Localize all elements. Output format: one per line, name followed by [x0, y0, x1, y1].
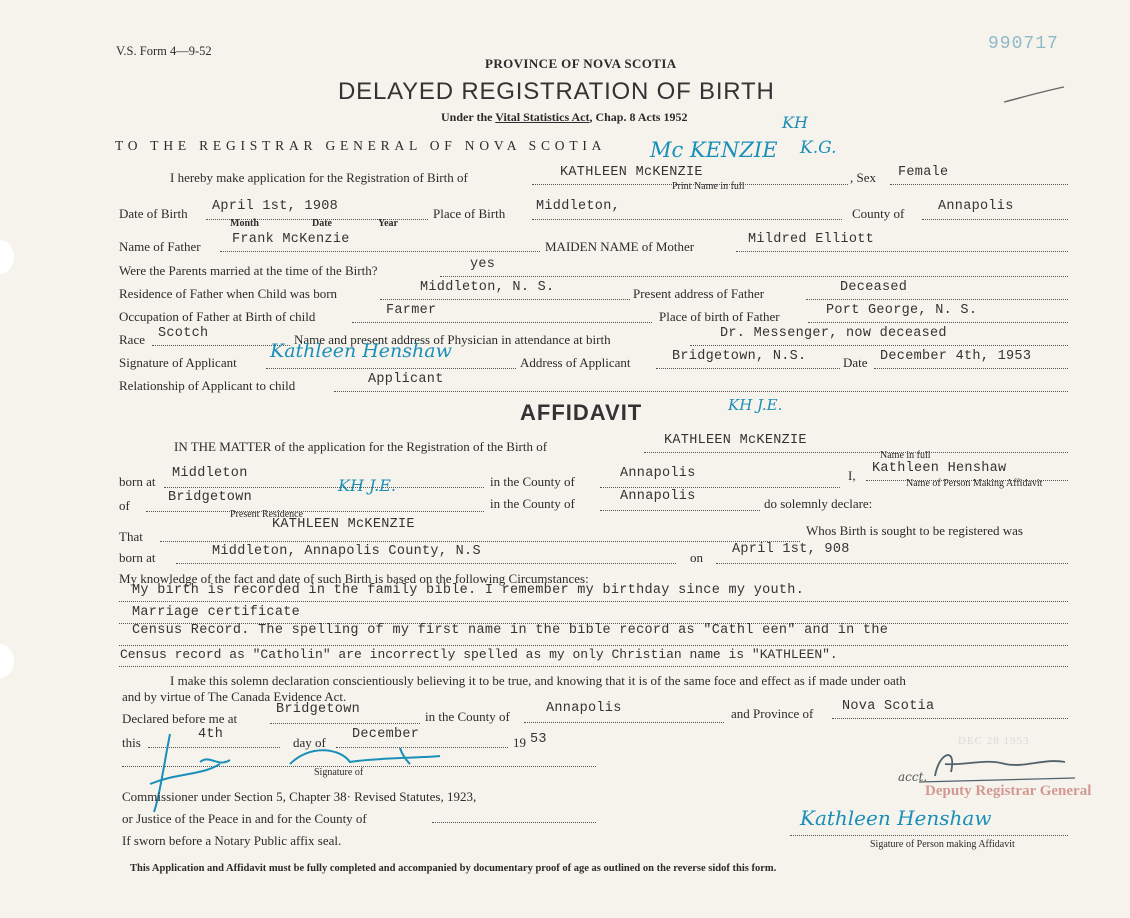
punch-hole: [0, 240, 14, 274]
dob-year-hint: Year: [378, 218, 398, 229]
born-at-line-2: [176, 563, 676, 564]
day-value: 4th: [198, 727, 224, 742]
on-line: [716, 563, 1068, 564]
declaration-line-1: I make this solemn declaration conscientiously believing it to be true, and knowing that it is of the same foce and effect as if made under oath: [170, 673, 906, 688]
notary-text: If sworn before a Notary Public affix seal.: [122, 833, 342, 848]
affiant-value: Kathleen Henshaw: [872, 461, 1007, 476]
circumstance-line: [119, 645, 1068, 646]
address-label: Address of Applicant: [520, 355, 631, 370]
affidavit-name-hint: Name in full: [880, 450, 931, 461]
mother-value: Mildred Elliott: [748, 232, 875, 247]
province-value: Nova Scotia: [842, 699, 935, 714]
declaration-line-2: and by virtue of The Canada Evidence Act.: [122, 689, 347, 704]
province-line: [832, 718, 1068, 719]
declare-text: do solemnly declare:: [764, 496, 873, 511]
father-birthplace-value: Port George, N. S.: [826, 303, 978, 318]
signature-line: [266, 368, 516, 369]
declared-county-line: [524, 722, 724, 723]
affidavit-residence-value: Bridgetown: [168, 490, 253, 505]
circumstance-4: Census record as "Catholin" are incorrectly spelled as my only Christian name is "KATHLEEN".: [120, 647, 838, 662]
father-line: [220, 251, 540, 252]
matter-text: IN THE MATTER of the application for the Registration of the Birth of: [174, 439, 548, 454]
father-birthplace-label: Place of birth of Father: [659, 309, 780, 324]
residence-label: Residence of Father when Child was born: [119, 286, 338, 301]
residence-initials: KH J.E.: [338, 476, 397, 495]
that-label: That: [119, 529, 143, 544]
race-label: Race: [119, 332, 145, 347]
act-name: Vital Statistics Act: [495, 110, 590, 124]
affidavit-initials: KH J.E.: [728, 396, 783, 414]
county-of-label-2: in the County of: [490, 496, 575, 511]
commissioner-signature: [140, 724, 470, 820]
footer-note: This Application and Affidavit must be fully completed and accompanied by documentary proof of age as outlined on the reverse sidof this form.: [130, 863, 777, 874]
province-heading: PROVINCE OF NOVA SCOTIA: [485, 56, 677, 71]
whos-birth-text: Whos Birth is sought to be registered was: [806, 523, 1023, 538]
born-at-2-value: Middleton, Annapolis County, N.S: [212, 544, 481, 559]
physician-value: Dr. Messenger, now deceased: [720, 326, 947, 341]
affidavit-name-value: KATHLEEN McKENZIE: [664, 433, 807, 448]
correction-initials-2: K.G.: [800, 138, 837, 158]
residence-of-line: [146, 511, 484, 512]
dob-date-hint: Date: [312, 218, 332, 229]
child-name-value: KATHLEEN McKENZIE: [560, 165, 703, 180]
name-hint: Print Name in full: [672, 181, 745, 192]
father-value: Frank McKenzie: [232, 232, 350, 247]
justice-text: or Justice of the Peace in and for the County of: [122, 811, 367, 826]
father-birthplace-line: [808, 322, 1068, 323]
relationship-label: Relationship of Applicant to child: [119, 378, 296, 393]
father-address-value: Deceased: [840, 280, 908, 295]
affidavit-county2-value: Annapolis: [620, 489, 696, 504]
born-at-line: [164, 487, 484, 488]
name-correction: Mc KENZIE: [650, 138, 778, 162]
dob-month-hint: Month: [230, 218, 259, 229]
circumstance-2: Marriage certificate: [132, 605, 301, 620]
on-label: on: [690, 550, 703, 565]
occupation-value: Farmer: [386, 303, 437, 318]
circumstance-line: [119, 666, 1068, 667]
year-prefix: 19: [513, 735, 526, 750]
deputy-registrar-stamp: Deputy Registrar General: [925, 783, 1092, 799]
occupation-label: Occupation of Father at Birth of child: [119, 309, 316, 324]
affidavit-name-line: [644, 452, 1068, 453]
married-value: yes: [470, 257, 496, 272]
race-value: Scotch: [158, 326, 209, 341]
declared-label: Declared before me at: [122, 711, 238, 726]
i-label: I,: [848, 468, 856, 483]
born-at-value: Middleton: [172, 466, 248, 481]
affidavit-county-value: Annapolis: [620, 466, 696, 481]
place-label: Place of Birth: [433, 206, 506, 221]
county-of-label: in the County of: [490, 474, 575, 489]
circumstance-line: [119, 601, 1068, 602]
affiant-signature: Kathleen Henshaw: [800, 806, 992, 830]
married-label: Were the Parents married at the time of the Birth?: [119, 263, 378, 278]
application-intro: I hereby make application for the Registration of Birth of: [170, 170, 468, 185]
form-number: V.S. Form 4—9-52: [116, 44, 212, 58]
father-label: Name of Father: [119, 239, 201, 254]
affiant-hint: Name of Person Making Affidavit: [906, 478, 1043, 489]
county-label: County of: [852, 206, 905, 221]
province-label: and Province of: [731, 706, 814, 721]
residence-line: [380, 299, 630, 300]
mother-label: MAIDEN NAME of Mother: [545, 239, 695, 254]
sex-line: [890, 184, 1068, 185]
to-registrar-line: TO THE REGISTRAR GENERAL OF NOVA SCOTIA: [115, 138, 607, 153]
physician-line: [690, 345, 1068, 346]
mother-line: [736, 251, 1068, 252]
residence-hint: Present Residence: [230, 509, 304, 520]
declared-county-label: in the County of: [425, 709, 510, 724]
relationship-value: Applicant: [368, 372, 444, 387]
residence-value: Middleton, N. S.: [420, 280, 555, 295]
dob-value: April 1st, 1908: [212, 199, 339, 214]
checkmark-icon: [1000, 84, 1070, 108]
day-of-label: day of: [293, 735, 326, 750]
born-at-label: born at: [119, 474, 156, 489]
affiant-signature-line: [790, 835, 1068, 836]
applicant-signature: Kathleen Henshaw: [270, 340, 452, 362]
circumstance-3: Census Record. The spelling of my first name in the bible record as "Cathl een" and in the: [132, 623, 889, 638]
born-at-label-2: born at: [119, 550, 156, 565]
that-name-value: KATHLEEN McKENZIE: [272, 517, 415, 532]
county-line: [922, 219, 1068, 220]
place-value: Middleton,: [536, 199, 621, 214]
correction-initials: KH: [782, 113, 808, 132]
address-value: Bridgetown, N.S.: [672, 349, 807, 364]
act-reference: [441, 110, 687, 125]
commissioner-text: Commissioner under Section 5, Chapter 38· Revised Statutes, 1923,: [122, 789, 477, 804]
place-line: [532, 219, 842, 220]
received-date-stamp: DEC 28 1953: [958, 735, 1030, 747]
married-line: [440, 276, 1068, 277]
registrar-signature: [905, 742, 1085, 788]
circumstance-1: My birth is recorded in the family bible. I remember my birthday since my youth.: [132, 583, 805, 598]
justice-county-line: [432, 822, 596, 823]
acting-note: acct.: [898, 770, 928, 784]
address-line: [656, 368, 840, 369]
county-value: Annapolis: [938, 199, 1014, 214]
relationship-line: [334, 391, 1068, 392]
date-label: Date: [843, 355, 868, 370]
date-line: [874, 368, 1068, 369]
affidavit-title: AFFIDAVIT: [520, 400, 643, 425]
dob-label: Date of Birth: [119, 206, 188, 221]
affiant-signature-hint: Sigature of Person making Affidavit: [870, 839, 1015, 850]
this-label: this: [122, 735, 141, 750]
father-address-label: Present address of Father: [633, 286, 765, 301]
signature-label: Signature of Applicant: [119, 355, 237, 370]
county-of-line-2: [600, 510, 760, 511]
physician-label: Name and present address of Physician in attendance at birth: [294, 332, 611, 347]
signature-of-label: Signature of: [314, 767, 364, 778]
on-date-value: April 1st, 908: [732, 542, 850, 557]
form-title: DELAYED REGISTRATION OF BIRTH: [338, 78, 775, 105]
year-value: 53: [530, 732, 547, 747]
declared-place-value: Bridgetown: [276, 702, 361, 717]
occupation-line: [352, 322, 652, 323]
sex-label: , Sex: [850, 170, 876, 185]
act-suffix: , Chap. 8 Acts 1952: [589, 110, 688, 124]
date-value: December 4th, 1953: [880, 349, 1032, 364]
act-prefix: Under the: [441, 110, 493, 124]
declared-county-value: Annapolis: [546, 701, 622, 716]
that-line: [160, 541, 800, 542]
county-of-line: [600, 487, 840, 488]
serial-number: 990717: [988, 34, 1059, 54]
month-value: December: [352, 727, 420, 742]
punch-hole: [0, 644, 14, 678]
knowledge-text: My knowledge of the fact and date of such Birth is based on the following Circumstances:: [119, 571, 589, 586]
father-address-line: [806, 299, 1068, 300]
of-label: of: [119, 498, 130, 513]
sex-value: Female: [898, 165, 949, 180]
